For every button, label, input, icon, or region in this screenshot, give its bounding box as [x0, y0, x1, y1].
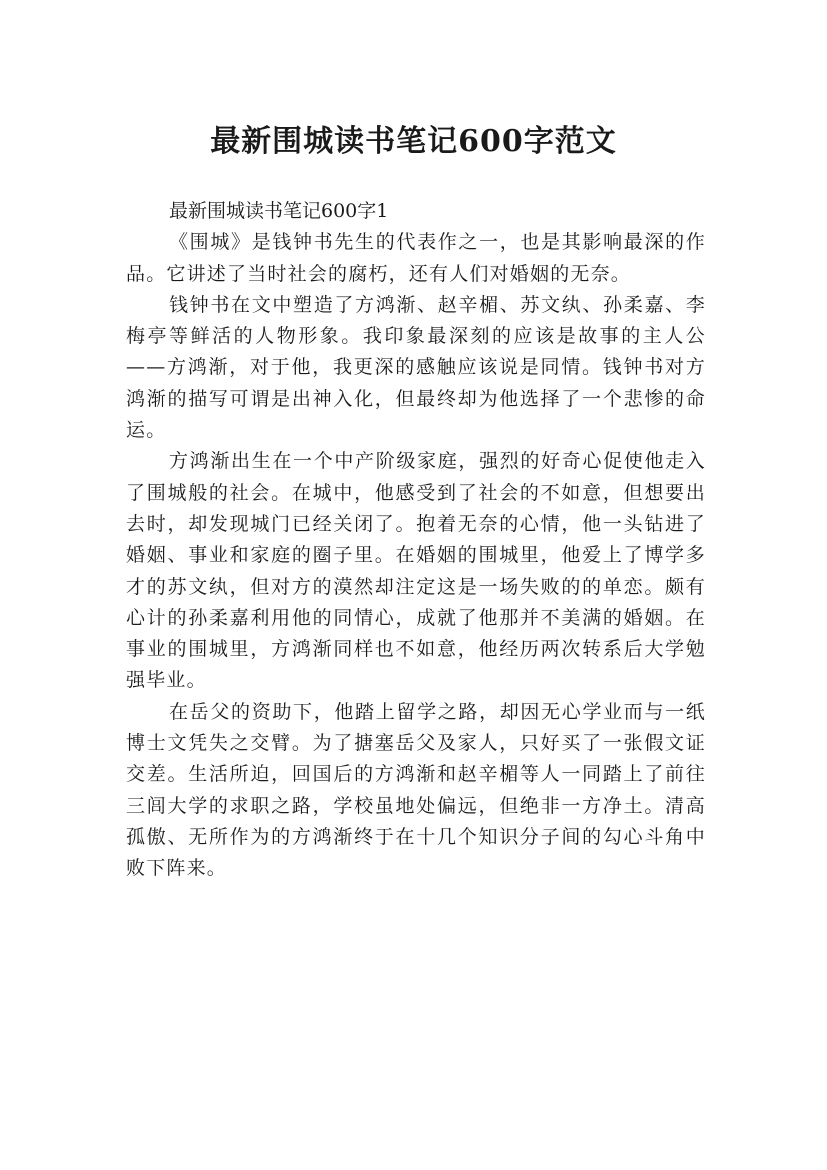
paragraph-3: 方鸿渐出生在一个中产阶级家庭，强烈的好奇心促使他走入了围城般的社会。在城中，他感受到了社会的不如意，但想要出去时，却发现城门已经关闭了。抱着无奈的心情，他一头钻进了婚姻、事业和家庭的圈子里。在婚姻的围城里，他爱上了博学多才的苏文纨，但对方的漠然却注定这是一场失败的的单恋。颇有心计的孙柔嘉利用他的同情心，成就了他那并不美满的婚姻。在事业的围城里，方鸿渐同样也不如意，他经历两次转系后大学勉强毕业。: [126, 450, 706, 692]
section-heading: 最新围城读书笔记600字1: [169, 200, 389, 222]
paragraph-1: 《围城》是钱钟书先生的代表作之一，也是其影响最深的作品。它讲述了当时社会的腐朽，还有人们对婚姻的无奈。: [126, 231, 706, 285]
paragraph-2: 钱钟书在文中塑造了方鸿渐、赵辛楣、苏文纨、孙柔嘉、李梅亭等鲜活的人物形象。我印象最深刻的应该是故事的主人公——方鸿渐，对于他，我更深的感触应该说是同情。钱钟书对方鸿渐的描写可谓是出神入化，但最终却为他选择了一个悲惨的命运。: [126, 293, 706, 442]
document-title: 最新围城读书笔记600字范文: [210, 124, 617, 160]
document-body: [126, 196, 706, 885]
paragraph-4: 在岳父的资助下，他踏上留学之路，却因无心学业而与一纸博士文凭失之交臂。为了搪塞岳父及家人，只好买了一张假文证交差。生活所迫，回国后的方鸿渐和赵辛楣等人一同踏上了前往三闾大学的求职之路，学校虽地处偏远，但绝非一方净土。清高孤傲、无所作为的方鸿渐终于在十几个知识分子间的勾心斗角中败下阵来。: [126, 700, 706, 880]
